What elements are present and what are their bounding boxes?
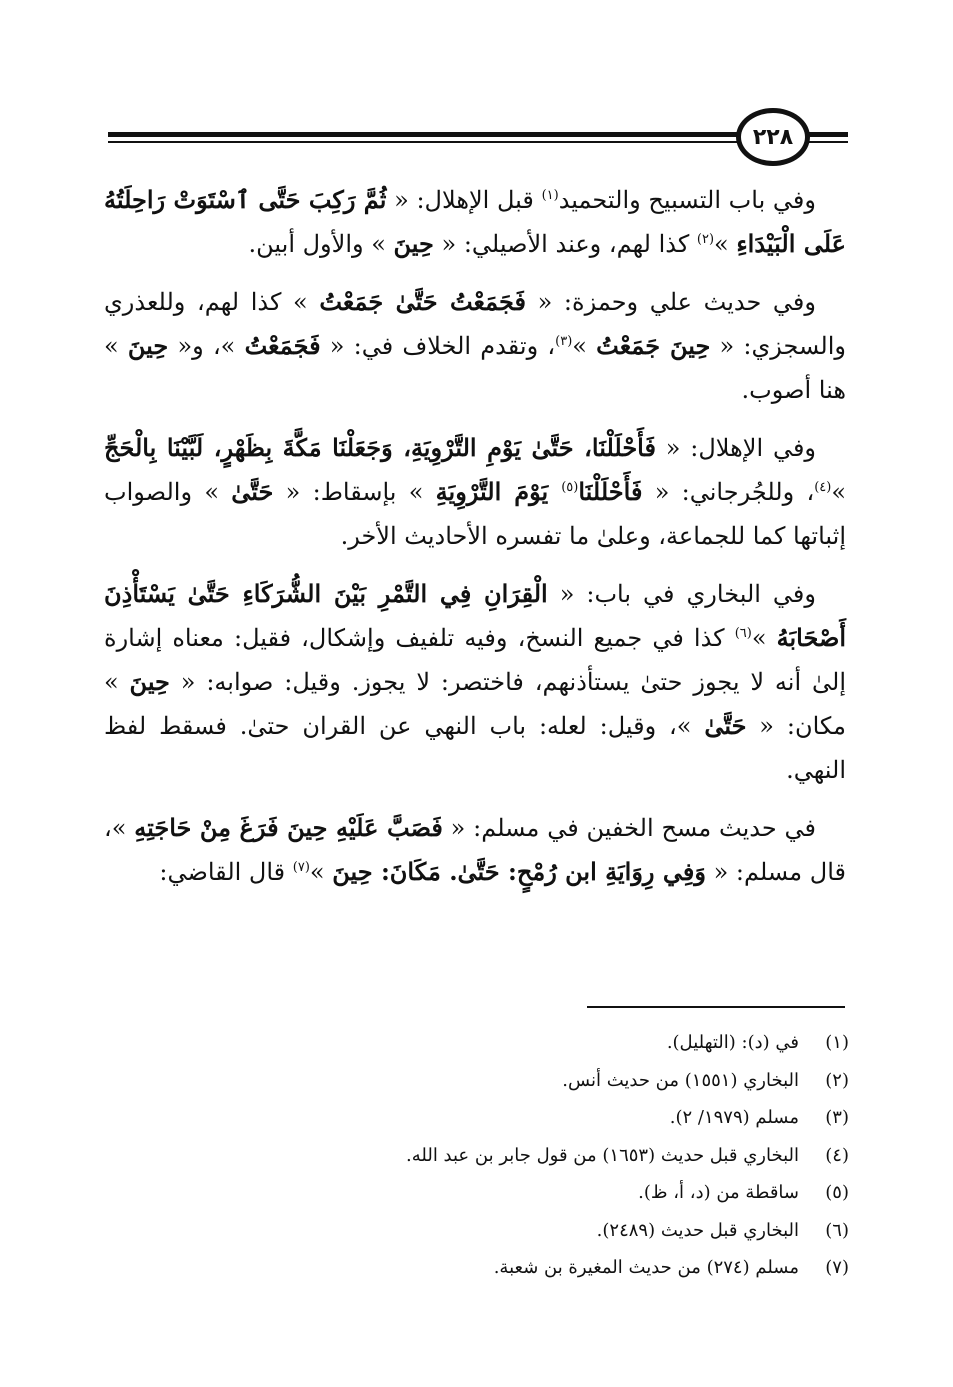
text-run: » والصواب إثباتها كما للجماعة، وعلىٰ ما تفسره الأحاديث الأخر. [104, 478, 846, 550]
quoted-hadith: فَصَبَّ عَلَيْهِ حِينَ فَرَغَ مِنْ حَاجَتِهِ [134, 813, 443, 842]
footnote-item [104, 1024, 849, 1062]
quoted-hadith: حِينَ جَمَعْتُ [596, 331, 711, 360]
footnote-item [104, 1137, 849, 1175]
footnote-number: (١) [825, 1032, 849, 1053]
text-run: »، قال مسلم: « [104, 814, 846, 886]
text-run: وفي باب التسبيح والتحميد [558, 186, 816, 214]
paragraph-5 [104, 806, 846, 894]
header-rule-thin-right [806, 141, 848, 143]
footnote-number: (٣) [825, 1107, 849, 1128]
quoted-hadith: وَفِي رِوَايَةِ ابن رُمْحٍ: حَتَّىٰ. مَكَانَ: حِينَ [332, 857, 706, 886]
text-run: قال القاضي: [159, 858, 293, 886]
footnote-item [104, 1099, 849, 1137]
footnote-number: (٧) [825, 1257, 849, 1278]
paragraph-2 [104, 280, 846, 412]
footnote-ref-3: (٣) [555, 334, 573, 349]
footnote-text: مسلم (٢٧٤) من حديث المغيرة بن شعبة. [493, 1257, 799, 1278]
quoted-word: حِينَ [393, 229, 434, 258]
text-run: وفي الإهلال: « [655, 434, 817, 462]
footnote-item [104, 1062, 849, 1100]
footnote-text: مسلم (١٩٧٩/ ٢). [669, 1107, 799, 1128]
header-rule-thick-left [108, 132, 741, 137]
footnote-number: (٦) [825, 1219, 849, 1241]
quoted-hadith: فَأَحْلَلْنَا، حَتَّىٰ يَوْمِ التَّرْوِيَةِ، وَجَعَلْنَا مَكَّةَ بِظَهْرٍ، لَبَّيْنَا بِالْحَجِّ [104, 433, 656, 462]
page-number: ٢٢٨ [736, 108, 810, 166]
footnote-ref-1: (١) [541, 188, 559, 203]
main-text [104, 178, 846, 908]
paragraph-3 [104, 426, 846, 558]
text-run: قبل الإهلال: « [386, 186, 542, 214]
footnote-item [104, 1249, 849, 1287]
footnote-separator [587, 1006, 845, 1008]
footnote-ref-4: (٤) [814, 480, 832, 495]
footnote-ref-5: (٥) [561, 480, 579, 495]
footnote-text: ساقطة من (د، أ، ظ). [638, 1182, 799, 1203]
paragraph-4 [104, 572, 846, 792]
footnote-text: البخاري قبل حديث (١٦٥٣) من قول جابر بن عبد الله. [406, 1144, 799, 1166]
text-run: » [572, 332, 597, 360]
text-run: وفي حديث علي وحمزة: « [525, 288, 816, 316]
quoted-hadith: الْقِرَانِ فِي التَّمْرِ بَيْنَ الشُّرَكَاءِ حَتَّىٰ يَسْتَأْذِنَ أَصْحَابَهُ [104, 579, 847, 652]
text-run: » والأول أبين. [248, 230, 394, 258]
text-run: »، وقيل: لعله: باب النهي عن القران حتىٰ. فسقط لفظ النهي. [104, 712, 846, 784]
footnote-item [104, 1174, 849, 1212]
text-run: »، و« [168, 332, 245, 360]
footnote-text: في (د): (التهليل). [666, 1032, 799, 1053]
quoted-word: حِينَ [127, 331, 169, 360]
text-run: ، وتقدم الخلاف في: « [320, 332, 556, 360]
text-run: » [831, 478, 847, 506]
quoted-word: حِينَ [129, 667, 170, 696]
quoted-word: فَأَحْلَلْنَا [578, 477, 643, 506]
header-rule-thin-left [108, 141, 741, 143]
quoted-word: حَتَّىٰ [231, 477, 274, 506]
text-run: وفي البخاري في باب: « [547, 580, 816, 608]
text-run: كذا لهم، وعند الأصيلي: « [433, 230, 697, 258]
footnote-number: (٤) [825, 1144, 849, 1166]
footnote-ref-2: (٢) [696, 232, 715, 247]
text-run: » مكان: « [104, 668, 846, 740]
text-run: » [714, 230, 737, 258]
text-run: » كذا لهم، وللعذري والسجزي: « [104, 288, 846, 360]
quoted-hadith: ثُمَّ رَكِبَ حَتَّى ٱسْتَوَتْ رَاحِلَتُهُ عَلَى الْبَيْدَاءِ [104, 185, 846, 258]
text-run: ، وللجُرجاني: « [642, 478, 815, 506]
quoted-hadith: فَجَمَعْتُ حَتَّىٰ جَمَعْتُ [319, 287, 526, 316]
text-run: » [309, 858, 333, 886]
footnote-ref-7: (٧) [292, 860, 310, 875]
footnote-number: (٥) [825, 1182, 849, 1203]
footnote-item [104, 1212, 849, 1250]
footnote-ref-6: (٦) [734, 626, 752, 641]
text-run: في حديث مسح الخفين في مسلم: « [442, 814, 817, 842]
quoted-word: يَوْمَ التَّرْوِيَةِ [435, 477, 562, 506]
text-run: » بإسقاط: « [273, 478, 436, 506]
quoted-word: فَجَمَعْتُ [244, 331, 321, 360]
header-rule-thick-right [806, 132, 848, 137]
footnotes [104, 1024, 849, 1287]
quoted-word: حَتَّىٰ [704, 711, 747, 740]
page-header [0, 108, 953, 168]
text-run: » هنا أصوب. [104, 332, 846, 404]
footnote-number: (٢) [825, 1069, 849, 1091]
text-run: » [751, 624, 777, 652]
footnote-text: البخاري (١٥٥١) من حديث أنس. [562, 1069, 799, 1091]
footnote-text: البخاري قبل حديث (٢٤٨٩). [596, 1219, 799, 1241]
text-run: كذا في جميع النسخ، وفيه تلفيف وإشكال، فقيل: معناه إشارة إلىٰ أنه لا يجوز حتىٰ يستأذنهم، فاختصر: لا يجوز. وقيل: صوابه: « [104, 624, 846, 696]
paragraph-1 [104, 178, 846, 266]
